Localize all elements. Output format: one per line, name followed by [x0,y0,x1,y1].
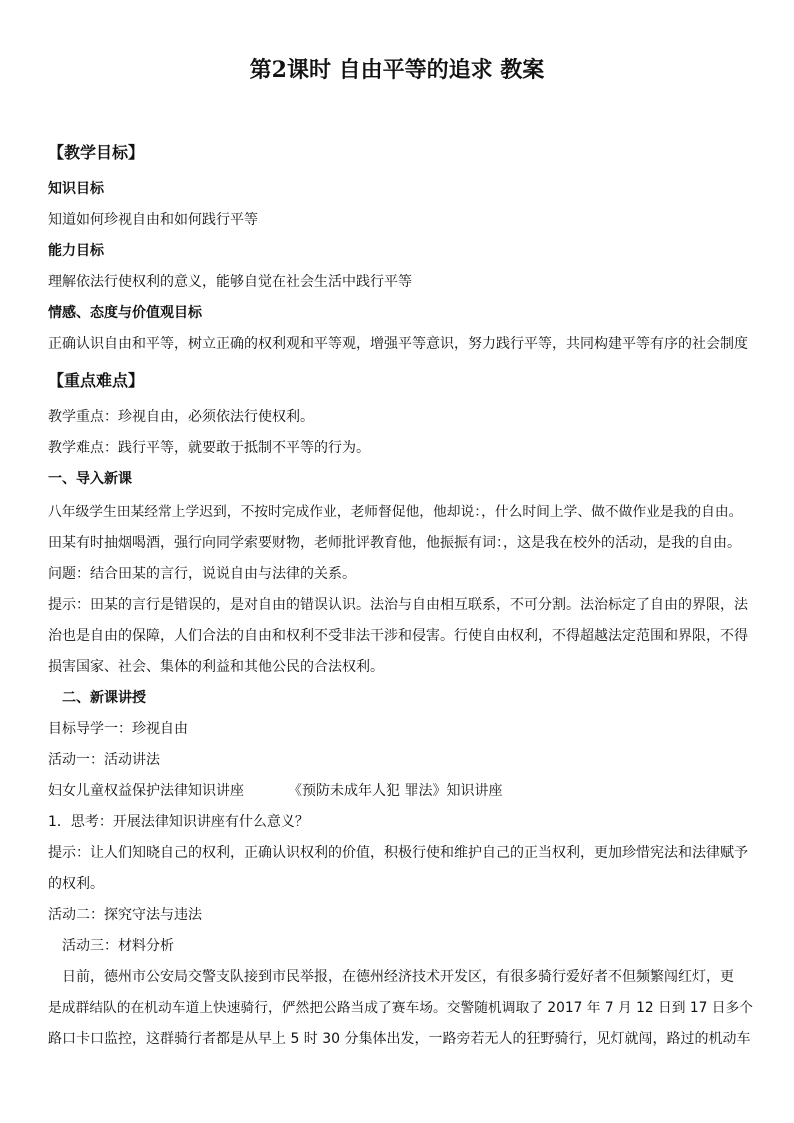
target-1-text: 目标导学一：珍视自由 [48,721,188,737]
hint-paragraph-line: 的权利。 [48,876,104,892]
emotion-goal-text: 正确认识自由和平等，树立正确的权利观和平等观，增强平等意识，努力践行平等，共同构建平等有序的社会制度 [48,336,748,352]
knowledge-goal-label: 知识目标 [48,181,104,197]
activity-2-text: 活动二：探究守法与违法 [48,907,202,923]
hint-paragraph-line: 治也是自由的保障，人们合法的自由和权利不受非法干涉和侵害。行使自由权利，不得超越法定范围和界限，不得 [48,628,748,644]
hint-paragraph-line: 损害国家、社会、集体的利益和其他公民的合法权利。 [48,659,384,675]
page-title: 第2课时 自由平等的追求 教案 [249,57,545,83]
material-paragraph-line: 日前，德州市公安局交警支队接到市民举报，在德州经济技术开发区，有很多骑行爱好者不但频繁闯红灯，更 [62,969,734,985]
key-point-text: 教学重点：珍视自由，必须依法行使权利。 [48,409,314,425]
lecture-topic-b: 《预防未成年人犯 罪法》知识讲座 [288,783,503,799]
hint-paragraph-line: 提示：让人们知晓自己的权利，正确认识权利的价值，积极行使和维护自己的正当权利，更加珍惜宪法和法律赋予 [48,845,748,861]
lecture-topics [48,781,502,801]
material-paragraph-line: 是成群结队的在机动车道上快速骑行，俨然把公路当成了赛车场。交警随机调取了 2017 年 7 月 12 日到 17 日多个 [48,1000,753,1016]
section-heading-new-lesson: 二、新课讲授 [62,690,146,706]
intro-paragraph-line: 八年级学生田某经常上学迟到，不按时完成作业，老师督促他，他却说：，什么时间上学、做不做作业是我的自由。 [48,504,743,520]
difficult-point-text: 教学难点：践行平等，就要敢于抵制不平等的行为。 [48,440,370,456]
section-heading-key-points: 【重点难点】 [48,371,145,390]
activity-1-text: 活动一：活动讲法 [48,752,160,768]
lecture-topic-a: 妇女儿童权益保护法律知识讲座 [48,783,244,799]
knowledge-goal-text: 知道如何珍视自由和如何践行平等 [48,212,258,228]
section-heading-goals: 【教学目标】 [48,143,145,162]
ability-goal-text: 理解依法行使权利的意义，能够自觉在社会生活中践行平等 [48,274,412,290]
activity-3-text: 活动三：材料分析 [62,938,174,954]
think-question-1: 1．思考：开展法律知识讲座有什么意义？ [48,814,309,830]
hint-paragraph-line: 提示：田某的言行是错误的，是对自由的错误认识。法治与自由相互联系，不可分割。法治标定了自由的界限，法 [48,597,748,613]
ability-goal-label: 能力目标 [48,243,104,259]
intro-paragraph-line: 田某有时抽烟喝酒，强行向同学索要财物，老师批评教育他，他振振有词：，这是我在校外的活动，是我的自由。 [48,535,741,551]
section-heading-intro: 一、导入新课 [48,471,132,487]
question-text: 问题：结合田某的言行，说说自由与法律的关系。 [48,566,356,582]
material-paragraph-line: 路口卡口监控，这群骑行者都是从早上 5 时 30 分集体出发，一路旁若无人的狂野骑行，见灯就闯，路过的机动车 [48,1031,751,1047]
emotion-goal-label: 情感、态度与价值观目标 [48,305,202,321]
